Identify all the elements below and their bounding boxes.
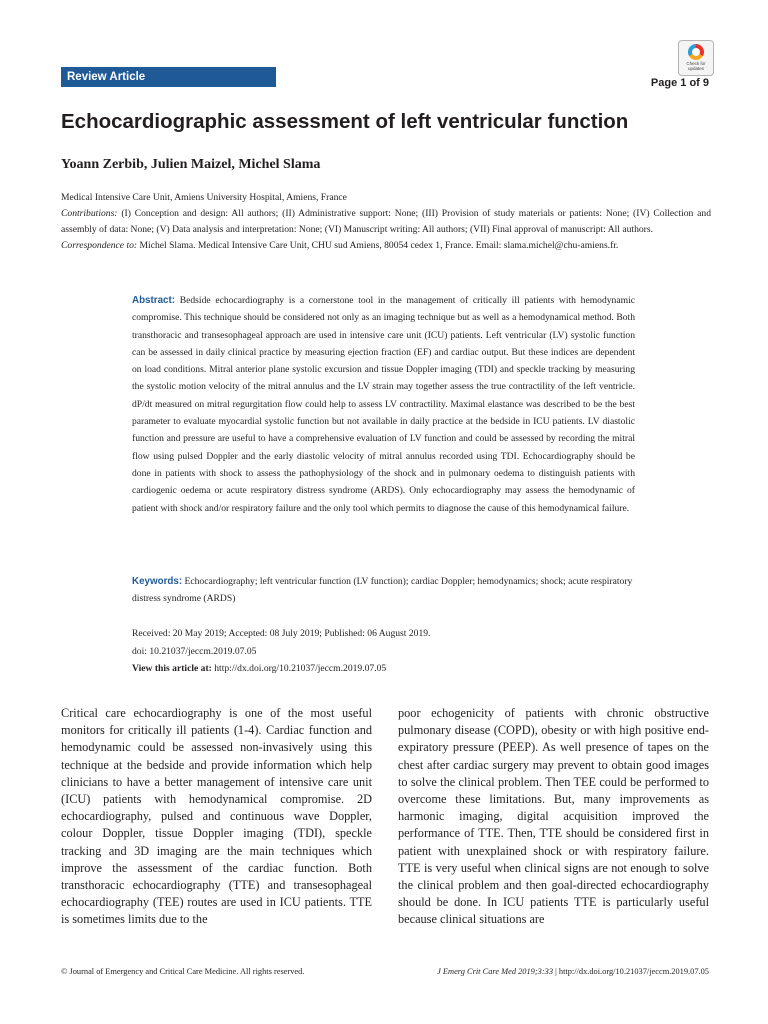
contributions-label: Contributions: (61, 208, 118, 219)
front-matter (61, 190, 711, 254)
article-type-label: Review Article (67, 71, 146, 83)
footer-doi-link[interactable]: | http://dx.doi.org/10.21037/jeccm.2019.07.05 (553, 967, 709, 976)
abstract-label: Abstract: (132, 295, 176, 306)
contributions (61, 206, 711, 238)
affiliation: Medical Intensive Care Unit, Amiens University Hospital, Amiens, France (61, 192, 347, 203)
check-for-updates-label: Check for updates (686, 61, 706, 71)
keywords-text: Echocardiography; left ventricular function (LV function); cardiac Doppler; hemodynamics; shock; acute respiratory distress syndrome (ARDS) (132, 576, 633, 604)
body-paragraph: poor echogenicity of patients with chronic obstructive pulmonary disease (COPD), obesity or with high positive end-expiratory pressure (PEEP). As well presence of tapes on the chest after cardiac surgery may prevent to obtain good images to solve the clinical problem. Then TEE could be performed to overcome these limitations. But, many improvements as harmonic imaging, digital acquisition improved the performance of TTE. Then, TTE should be considered first in patient with unexplained shock or with respiratory failure. TTE is very useful when clinical signs are not enough to solve the clinical problem and then goal-directed echocardiography should be done. In ICU patients TTE is particularly useful because clinical situations are (398, 706, 709, 927)
article-type-banner (61, 67, 276, 87)
author-list: Yoann Zerbib, Julien Maizel, Michel Slama (61, 157, 321, 172)
journal-citation: J Emerg Crit Care Med 2019;3:33 (437, 967, 554, 976)
body-column-left (61, 705, 372, 929)
abstract-block (132, 292, 635, 517)
body-paragraph: Critical care echocardiography is one of the most useful monitors for critically ill patients (1-4). Cardiac function and hemodynamic could be assessed non-invasively using this technique at the bedside and provide information which help clinicians to have a better management of intensive care unit (ICU) patients with hemodynamical compromise. 2D echocardiography, pulsed and continuous wave Doppler, colour Doppler, tissue Doppler imaging (TDI), speckle tracking and 3D imaging are the main techniques which improve the assessment of the cardiac function. Both transthoracic echocardiography (TTE) and transesophageal echocardiography (TEE) routes are used in ICU patients. TTE is sometimes limits due to the (61, 706, 372, 927)
article-title: Echocardiographic assessment of left ventricular function (61, 110, 629, 133)
body-column-right (398, 705, 709, 929)
footer-citation (437, 966, 709, 978)
correspondence (61, 238, 711, 254)
view-article-link[interactable]: http://dx.doi.org/10.21037/jeccm.2019.07.05 (211, 663, 387, 674)
view-article-line (132, 660, 635, 678)
abstract-text: Bedside echocardiography is a cornerstone tool in the management of critically ill patients with hemodynamic compromise. This technique should be considered not only as an imaging technique but as well as a hemodynamical method. Both transthoracic and transesophageal approach are used in intensive care unit (ICU) patients. Left ventricular (LV) systolic function can be assessed in daily clinical practice by measuring ejection fraction (EF) and cardiac output. But these indices are dependent on load conditions. Mitral anterior plane systolic excursion and tissue Doppler imaging (TDI) and speckle tracking by measuring the systolic motion velocity of the mitral annulus and the LV strain may together assess the true contractility of the left ventricle. dP/dt measured on mitral regurgitation flow could help to assess LV contractility. Maximal elastance was described to be the best parameter to evaluate myocardial systolic function but not available in daily practice at the bedside in ICU patients. LV diastolic function and pressure are useful to have a comprehensive evaluation of LV function and could be assessed by recording the mitral flow using pulsed Doppler and the early diastolic velocity of mitral annulus recorded using TDI. Echocardiography should be done in patients with shock to assess the pathophysiology of the shock and in pulmonary oedema to distinguish patients with cardiogenic oedema or acute respiratory distress syndrome (ARDS). Only echocardiography may assess the hemodynamic of patient with shock and/or respiratory failure and the only tool which permits to diagnose the cause of this hemodynamical failure. (132, 295, 635, 514)
doi: doi: 10.21037/jeccm.2019.07.05 (132, 645, 257, 657)
footer-copyright: © Journal of Emergency and Critical Care Medicine. All rights reserved. (61, 967, 305, 976)
contributions-text: (I) Conception and design: All authors; (II) Administrative support: None; (III) Provision of study materials or patients: None; (IV) Collection and assembly of data: None; (V) Data analysis and interpretation: None; (VI) Manuscript writing: All authors; (VII) Final approval of manuscript: All authors. (61, 208, 711, 235)
received-dates: Received: 20 May 2019; Accepted: 08 July 2019; Published: 06 August 2019. (132, 628, 431, 639)
keywords-label: Keywords: (132, 576, 183, 587)
check-for-updates-badge[interactable] (678, 40, 714, 76)
correspondence-text: Michel Slama. Medical Intensive Care Unit, CHU sud Amiens, 80054 cedex 1, France. Email: slama.michel@chu-amiens.fr. (137, 240, 619, 251)
crossmark-icon (688, 44, 704, 60)
page-number: Page 1 of 9 (650, 77, 709, 89)
correspondence-label: Correspondence to: (61, 240, 138, 251)
view-article-label: View this article at: (132, 663, 212, 674)
publication-info (132, 625, 635, 678)
keywords-block (132, 573, 635, 607)
